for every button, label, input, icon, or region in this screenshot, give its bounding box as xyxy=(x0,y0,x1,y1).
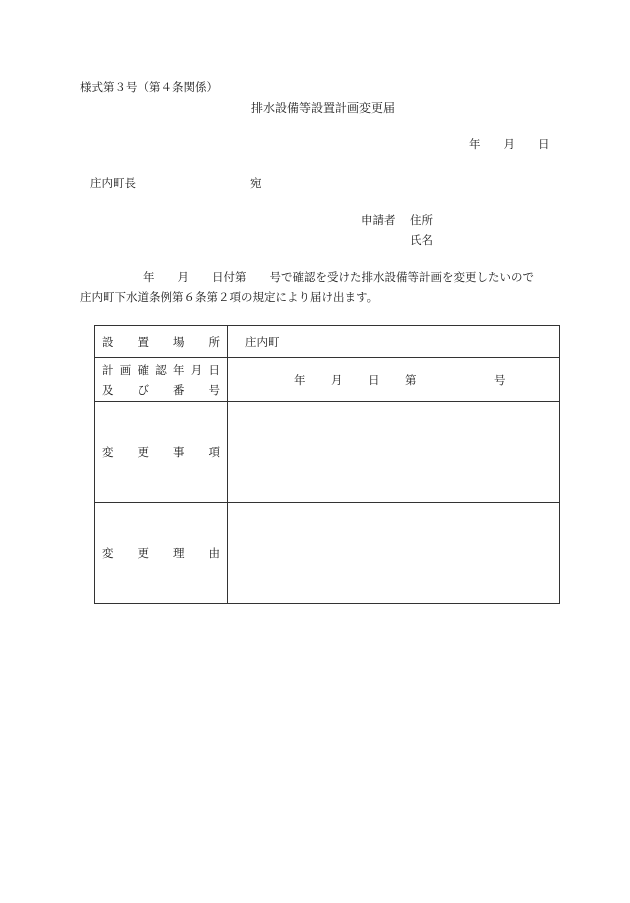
change-reason-value-cell[interactable] xyxy=(228,503,560,604)
form-number: 様式第３号（第４条関係） xyxy=(80,80,218,94)
applicant-address-label[interactable]: 住所 xyxy=(410,213,433,227)
confirmation-label-line-1: 計 画 確 認 年 月 日 xyxy=(102,362,220,377)
change-matter-label: 変 更 事 項 xyxy=(102,445,220,459)
table-row-change-reason xyxy=(95,503,560,604)
location-value-cell[interactable] xyxy=(228,326,560,358)
change-reason-value[interactable] xyxy=(228,546,245,560)
table-row-change-matter xyxy=(95,402,560,503)
application-table xyxy=(94,325,560,604)
confirmation-label-cell xyxy=(95,358,228,402)
document-title: 排水設備等設置計画変更届 xyxy=(251,101,396,115)
body-text-line-1: 年 月 日付第 号で確認を受けた排水設備等計画を変更したいので xyxy=(143,270,534,284)
change-matter-label-cell xyxy=(95,402,228,503)
location-label: 設 置 場 所 xyxy=(102,334,220,349)
change-reason-label: 変 更 理 由 xyxy=(102,546,220,560)
confirmation-value[interactable] xyxy=(228,358,559,401)
confirmation-number-suffix: 号 xyxy=(494,372,506,387)
confirmation-value-cell[interactable] xyxy=(228,358,560,402)
change-matter-value-cell[interactable] xyxy=(228,402,560,503)
confirmation-month: 月 xyxy=(331,372,343,387)
applicant-label: 申請者 xyxy=(361,213,396,227)
addressee-suffix: 宛 xyxy=(250,176,262,190)
submission-date[interactable]: 年 月 日 xyxy=(469,137,550,151)
confirmation-day: 日 xyxy=(368,372,380,387)
confirmation-label xyxy=(95,362,227,398)
confirmation-label-line-2: 及 び 番 号 xyxy=(102,382,220,397)
applicant-name-label[interactable]: 氏名 xyxy=(410,233,433,247)
confirmation-number-prefix: 第 xyxy=(405,372,417,387)
addressee-name: 庄内町長 xyxy=(90,176,136,190)
table-row-location xyxy=(95,326,560,358)
change-matter-value[interactable] xyxy=(228,445,245,459)
confirmation-year: 年 xyxy=(294,372,306,387)
location-label-cell xyxy=(95,326,228,358)
change-reason-label-cell xyxy=(95,503,228,604)
location-value[interactable]: 庄内町 xyxy=(245,334,280,349)
body-text-line-2: 庄内町下水道条例第６条第２項の規定により届け出ます。 xyxy=(80,290,379,304)
table-row-confirmation xyxy=(95,358,560,402)
